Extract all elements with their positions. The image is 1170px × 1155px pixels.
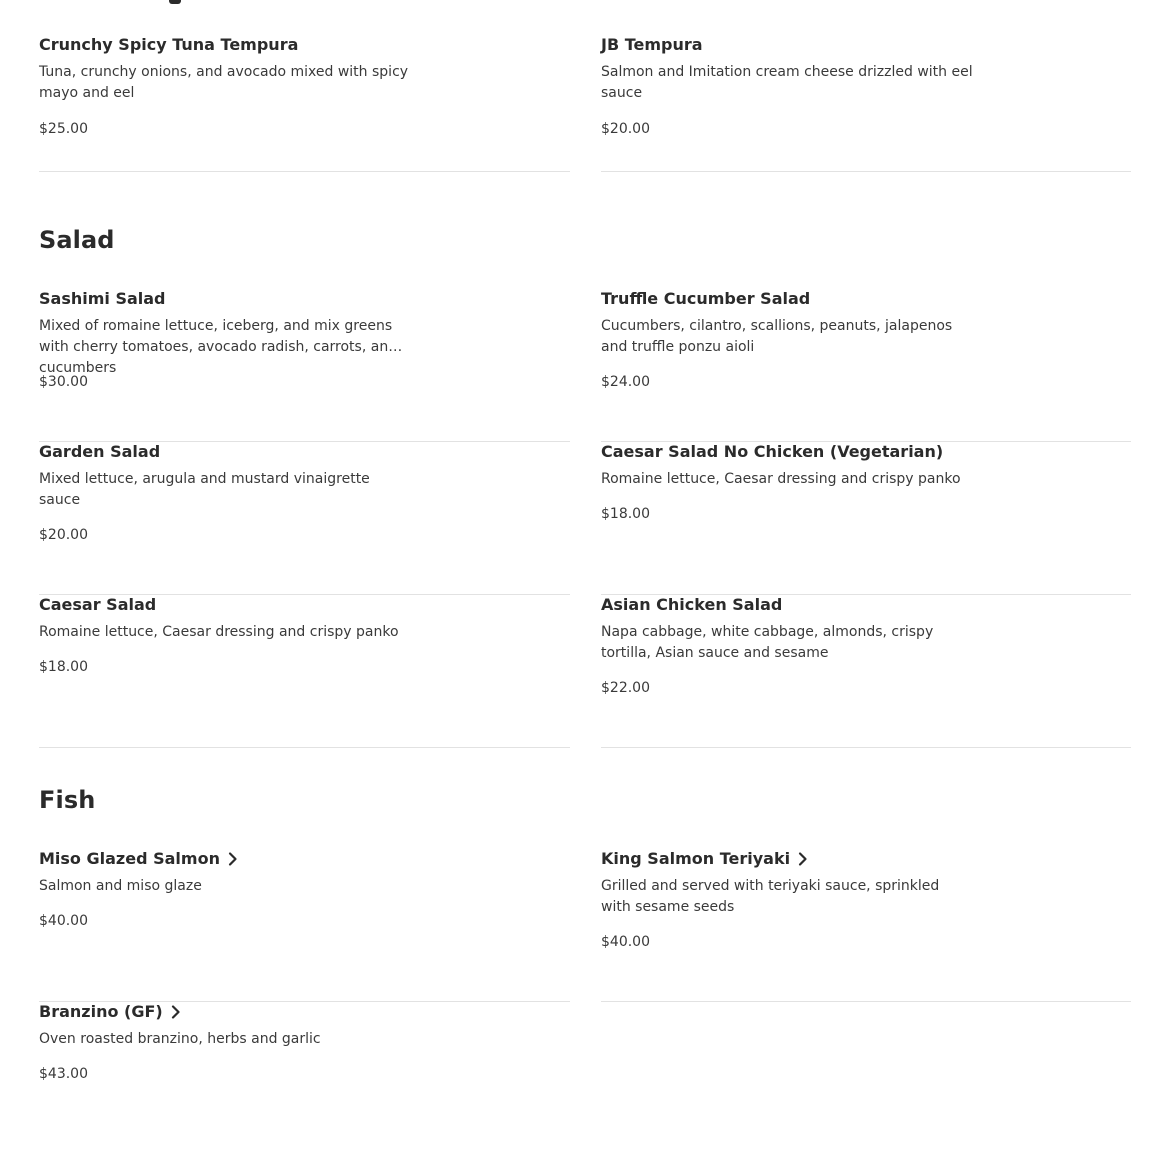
- section-title: Salad: [39, 226, 115, 254]
- item-name[interactable]: Caesar Salad No Chicken (Vegetarian): [601, 442, 944, 461]
- item-price: $40.00: [601, 934, 650, 950]
- item-name[interactable]: Garden Salad: [39, 442, 161, 461]
- chevron-right-icon: [171, 1005, 181, 1019]
- menu-item-miso-glazed-salmon[interactable]: [39, 849, 570, 1002]
- item-price: $18.00: [601, 506, 650, 522]
- menu-item-sashimi-salad[interactable]: [39, 289, 570, 442]
- item-name[interactable]: Truffle Cucumber Salad: [601, 289, 811, 308]
- item-name[interactable]: Caesar Salad: [39, 595, 157, 614]
- item-description: Romaine lettuce, Caesar dressing and crispy panko: [601, 471, 961, 487]
- menu-item-truffle-cucumber-salad[interactable]: [601, 289, 1131, 442]
- item-name[interactable]: Miso Glazed Salmon: [39, 849, 238, 869]
- item-name[interactable]: Asian Chicken Salad: [601, 595, 783, 614]
- item-price: $43.00: [39, 1066, 88, 1082]
- item-description: Napa cabbage, white cabbage, almonds, crispy tortilla, Asian sauce and sesame: [601, 624, 934, 661]
- item-description: Cucumbers, cilantro, scallions, peanuts, jalapenos and truffle ponzu aioli: [601, 318, 953, 355]
- menu-item-caesar-salad-no-chicken[interactable]: [601, 442, 1131, 595]
- item-description: Mixed lettuce, arugula and mustard vinaigrette sauce: [39, 471, 370, 508]
- menu-item-garden-salad[interactable]: [39, 442, 570, 595]
- item-description: Tuna, crunchy onions, and avocado mixed with spicy mayo and eel: [39, 64, 409, 101]
- cut-off-section-title: [39, 0, 239, 4]
- menu-item-crunchy-spicy-tuna-tempura[interactable]: [39, 35, 570, 172]
- chevron-right-icon: [798, 852, 808, 866]
- menu-item-caesar-salad[interactable]: [39, 595, 570, 748]
- item-name[interactable]: Branzino (GF): [39, 1002, 181, 1022]
- item-price: $24.00: [601, 374, 650, 390]
- item-description: Grilled and served with teriyaki sauce, sprinkled with sesame seeds: [601, 878, 940, 915]
- item-description: Salmon and miso glaze: [39, 878, 202, 894]
- item-name[interactable]: Crunchy Spicy Tuna Tempura: [39, 35, 299, 54]
- item-name[interactable]: King Salmon Teriyaki: [601, 849, 808, 869]
- item-price: $20.00: [601, 121, 650, 137]
- menu-item-jb-tempura[interactable]: [601, 35, 1131, 172]
- menu-item-king-salmon-teriyaki[interactable]: [601, 849, 1131, 1002]
- item-description: Mixed of romaine lettuce, iceberg, and mix greens with cherry tomatoes, avocado radish, carrots, and cucumbers: [39, 318, 398, 376]
- item-description: Oven roasted branzino, herbs and garlic: [39, 1031, 321, 1047]
- item-price: $30.00: [39, 374, 88, 390]
- menu-item-asian-chicken-salad[interactable]: [601, 595, 1131, 748]
- item-price: $40.00: [39, 913, 88, 929]
- item-price: $25.00: [39, 121, 88, 137]
- item-name[interactable]: Sashimi Salad: [39, 289, 166, 308]
- item-price: $22.00: [601, 680, 650, 696]
- item-description: Salmon and Imitation cream cheese drizzled with eel sauce: [601, 64, 973, 101]
- item-price: $20.00: [39, 527, 88, 543]
- item-price: $18.00: [39, 659, 88, 675]
- section-title: Fish: [39, 786, 96, 814]
- item-name[interactable]: JB Tempura: [601, 35, 703, 54]
- chevron-right-icon: [228, 852, 238, 866]
- item-description: Romaine lettuce, Caesar dressing and crispy panko: [39, 624, 399, 640]
- menu-item-branzino[interactable]: [39, 1002, 570, 1155]
